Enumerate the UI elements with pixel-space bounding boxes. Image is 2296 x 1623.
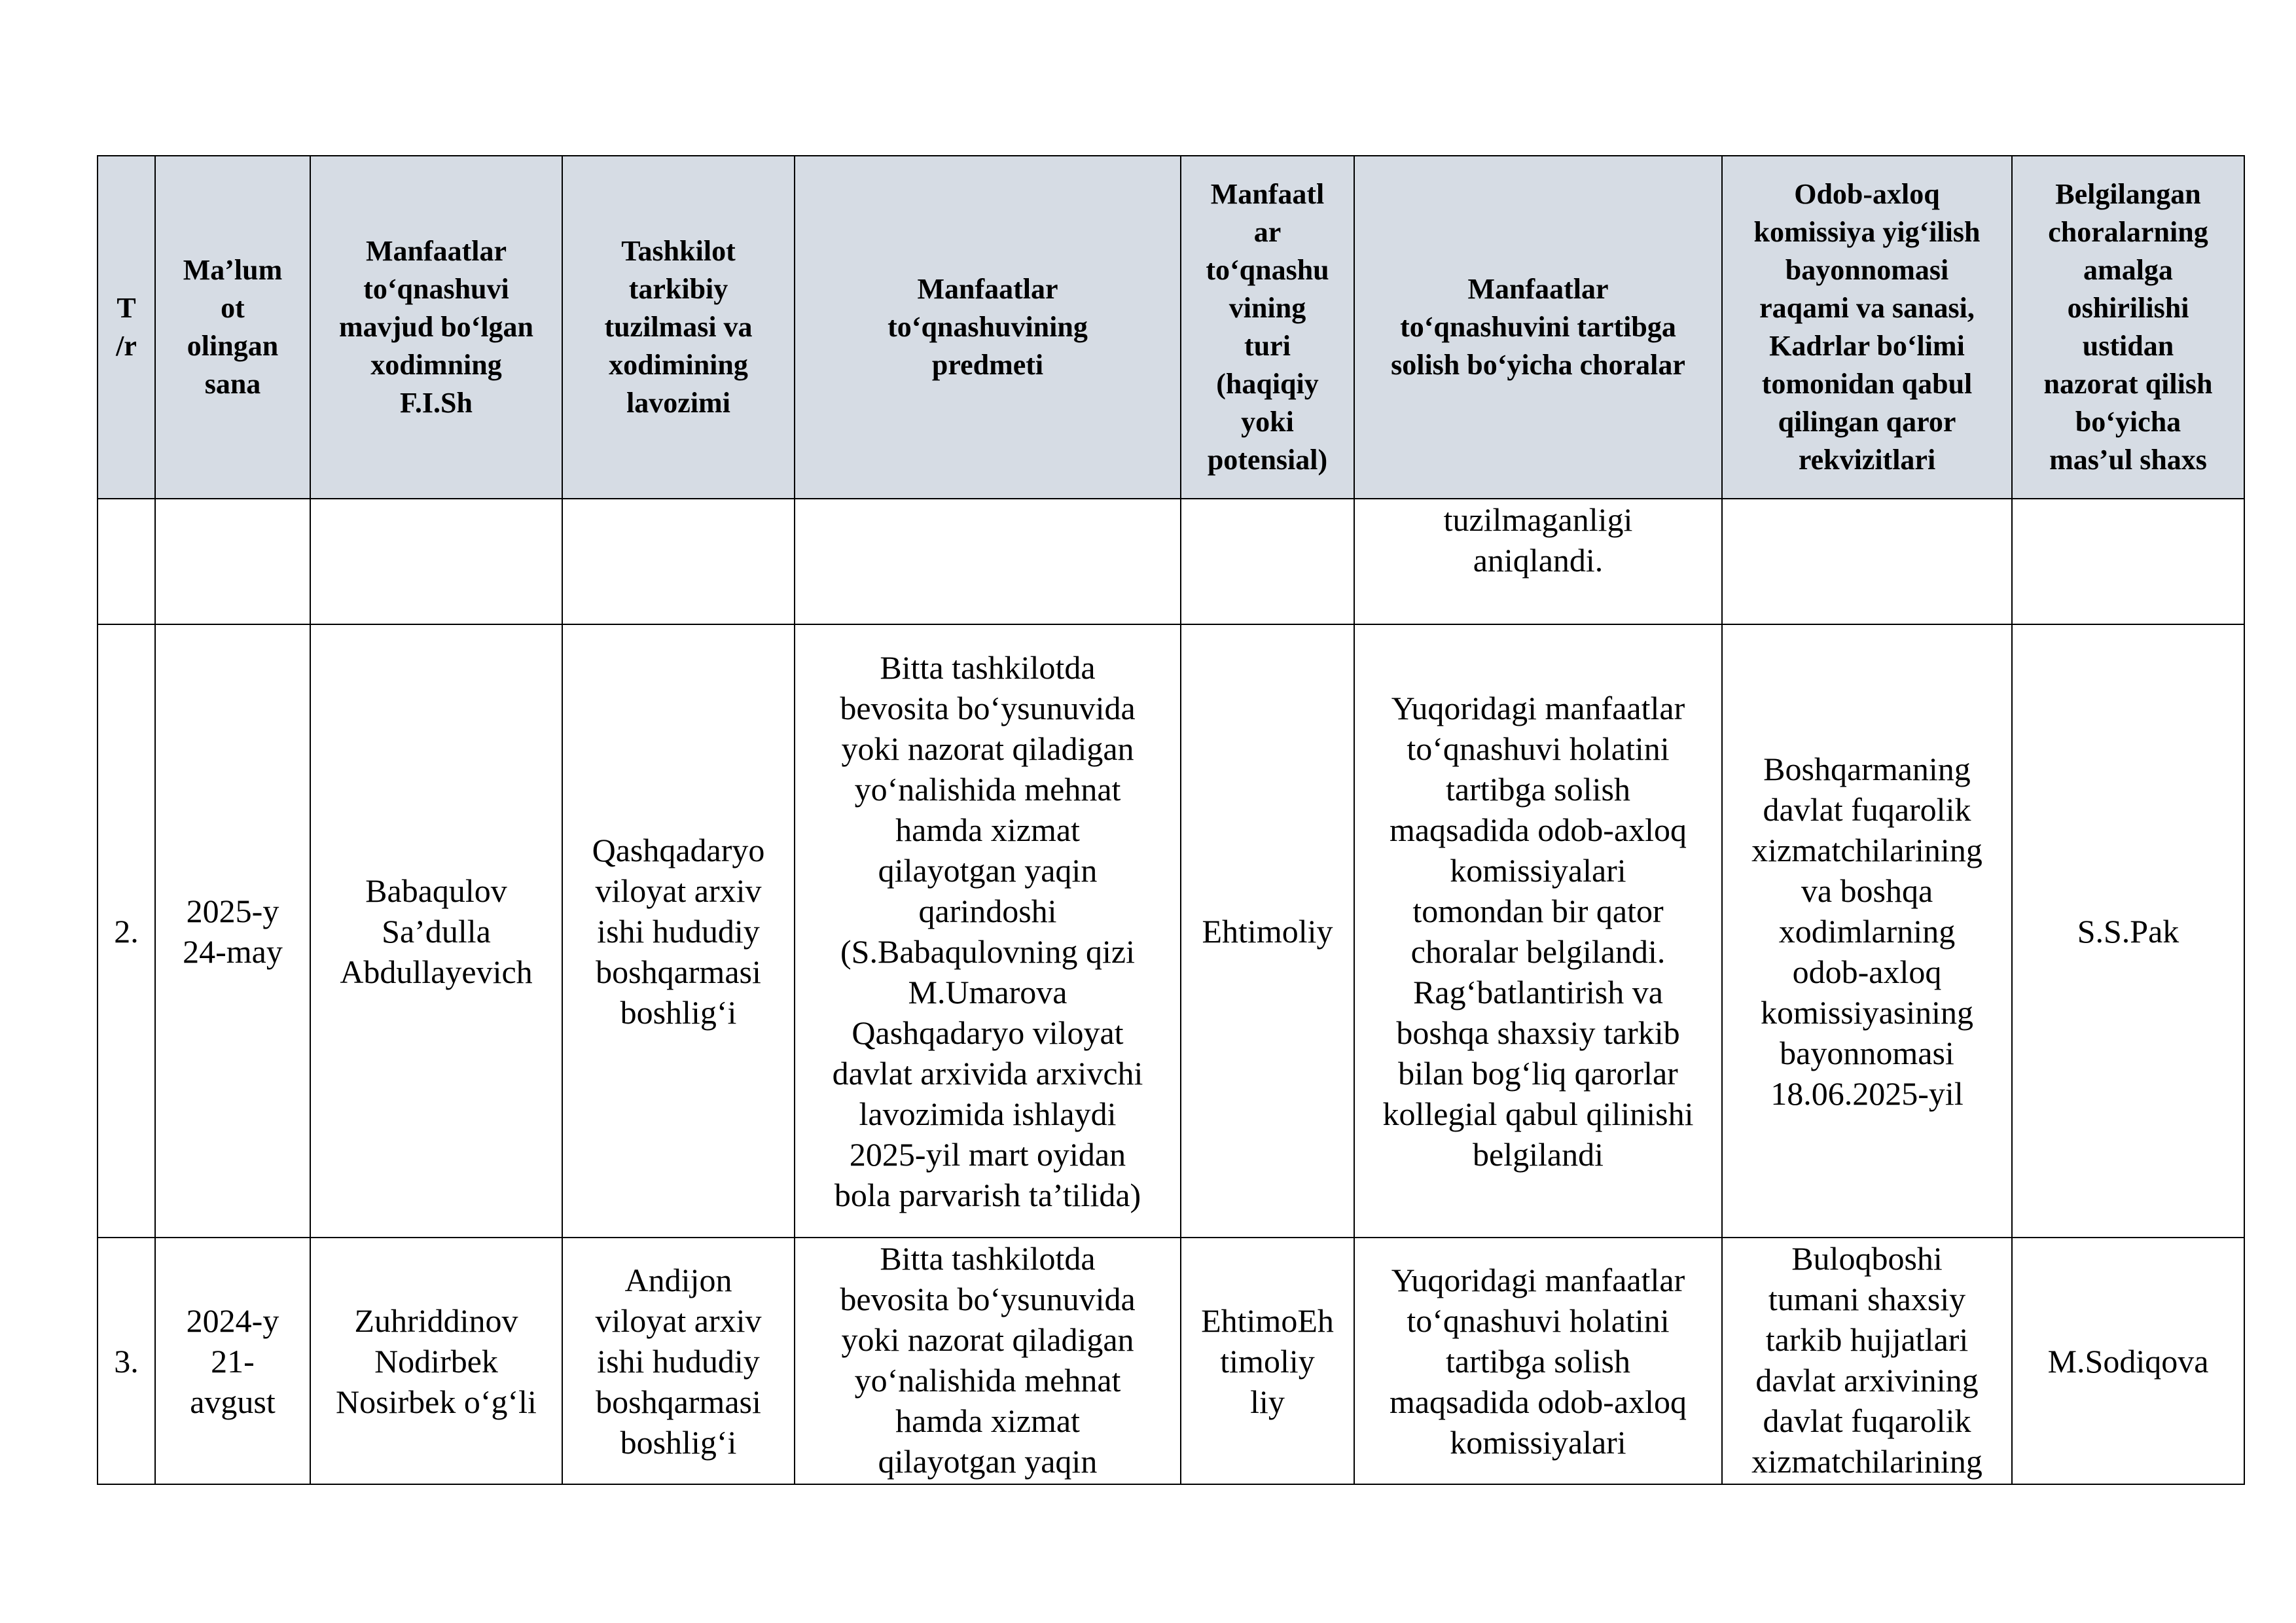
cell-position [562, 499, 795, 624]
cell-measures: Yuqoridagi manfaatlar to‘qnashuvi holatini tartibga solish maqsadida odob-axloq komissiyalari [1354, 1238, 1722, 1484]
conflict-of-interest-table [97, 155, 2245, 1485]
cell-protocol: Boshqarmaning davlat fuqarolik xizmatchilarining va boshqa xodimlarning odob-axloq komissiyasining bayonnomasi 18.06.2025-yil [1722, 624, 2012, 1238]
cell-responsible [2012, 499, 2244, 624]
table-row [98, 499, 2244, 624]
header-employee-name: Manfaatlar to‘qnashuvi mavjud bo‘lgan xodimning F.I.Sh [310, 156, 562, 499]
cell-number [98, 499, 155, 624]
header-protocol: Odob-axloq komissiya yig‘ilish bayonnomasi raqami va sanasi, Kadrlar bo‘limi tomonidan qabul qilingan qaror rekvizitlari [1722, 156, 2012, 499]
header-subject: Manfaatlar to‘qnashuvining predmeti [795, 156, 1181, 499]
header-position: Tashkilot tarkibiy tuzilmasi va xodimining lavozimi [562, 156, 795, 499]
cell-measures: Yuqoridagi manfaatlar to‘qnashuvi holatini tartibga solish maqsadida odob-axloq komissiyalari tomondan bir qator choralar belgilandi. Rag‘batlantirish va boshqa shaxsiy tarkib bilan bog‘liq qarorlar kollegial qabul qilinishi belgilandi [1354, 624, 1722, 1238]
cell-date: 2025-y 24-may [155, 624, 310, 1238]
header-number: T /r [98, 156, 155, 499]
cell-position: Qashqadaryo viloyat arxiv ishi hududiy boshqarmasi boshlig‘i [562, 624, 795, 1238]
cell-position: Andijon viloyat arxiv ishi hududiy boshqarmasi boshlig‘i [562, 1238, 795, 1484]
table-row [98, 624, 2244, 1238]
cell-number: 3. [98, 1238, 155, 1484]
cell-employee-name [310, 499, 562, 624]
header-responsible: Belgilangan choralarning amalga oshirilishi ustidan nazorat qilish bo‘yicha mas’ul shaxs [2012, 156, 2244, 499]
cell-date: 2024-y 21- avgust [155, 1238, 310, 1484]
header-date: Ma’lum ot olingan sana [155, 156, 310, 499]
cell-measures: tuzilmaganligi aniqlandi. [1354, 499, 1722, 624]
table-row [98, 1238, 2244, 1484]
cell-employee-name: Babaqulov Sa’dulla Abdullayevich [310, 624, 562, 1238]
header-type: Manfaatl ar to‘qnashu vining turi (haqiqiy yoki potensial) [1181, 156, 1354, 499]
cell-protocol [1722, 499, 2012, 624]
cell-number: 2. [98, 624, 155, 1238]
cell-type: EhtimoEh timoliy liy [1181, 1238, 1354, 1484]
header-measures: Manfaatlar to‘qnashuvini tartibga solish bo‘yicha choralar [1354, 156, 1722, 499]
cell-subject [795, 499, 1181, 624]
cell-protocol: Buloqboshi tumani shaxsiy tarkib hujjatlari davlat arxivining davlat fuqarolik xizmatchilarining [1722, 1238, 2012, 1484]
table-header-row [98, 156, 2244, 499]
cell-subject: Bitta tashkilotda bevosita bo‘ysunuvida yoki nazorat qiladigan yo‘nalishida mehnat hamda xizmat qilayotgan yaqin [795, 1238, 1181, 1484]
cell-employee-name: Zuhriddinov Nodirbek Nosirbek o‘g‘li [310, 1238, 562, 1484]
cell-type: Ehtimoliy [1181, 624, 1354, 1238]
cell-type [1181, 499, 1354, 624]
cell-date [155, 499, 310, 624]
cell-responsible: S.S.Pak [2012, 624, 2244, 1238]
cell-responsible: M.Sodiqova [2012, 1238, 2244, 1484]
cell-subject: Bitta tashkilotda bevosita bo‘ysunuvida yoki nazorat qiladigan yo‘nalishida mehnat hamda xizmat qilayotgan yaqin qarindoshi (S.Babaqulovning qizi M.Umarova Qashqadaryo viloyat davlat arxivida arxivchi lavozimida ishlaydi 2025-yil mart oyidan bola parvarish ta’tilida) [795, 624, 1181, 1238]
